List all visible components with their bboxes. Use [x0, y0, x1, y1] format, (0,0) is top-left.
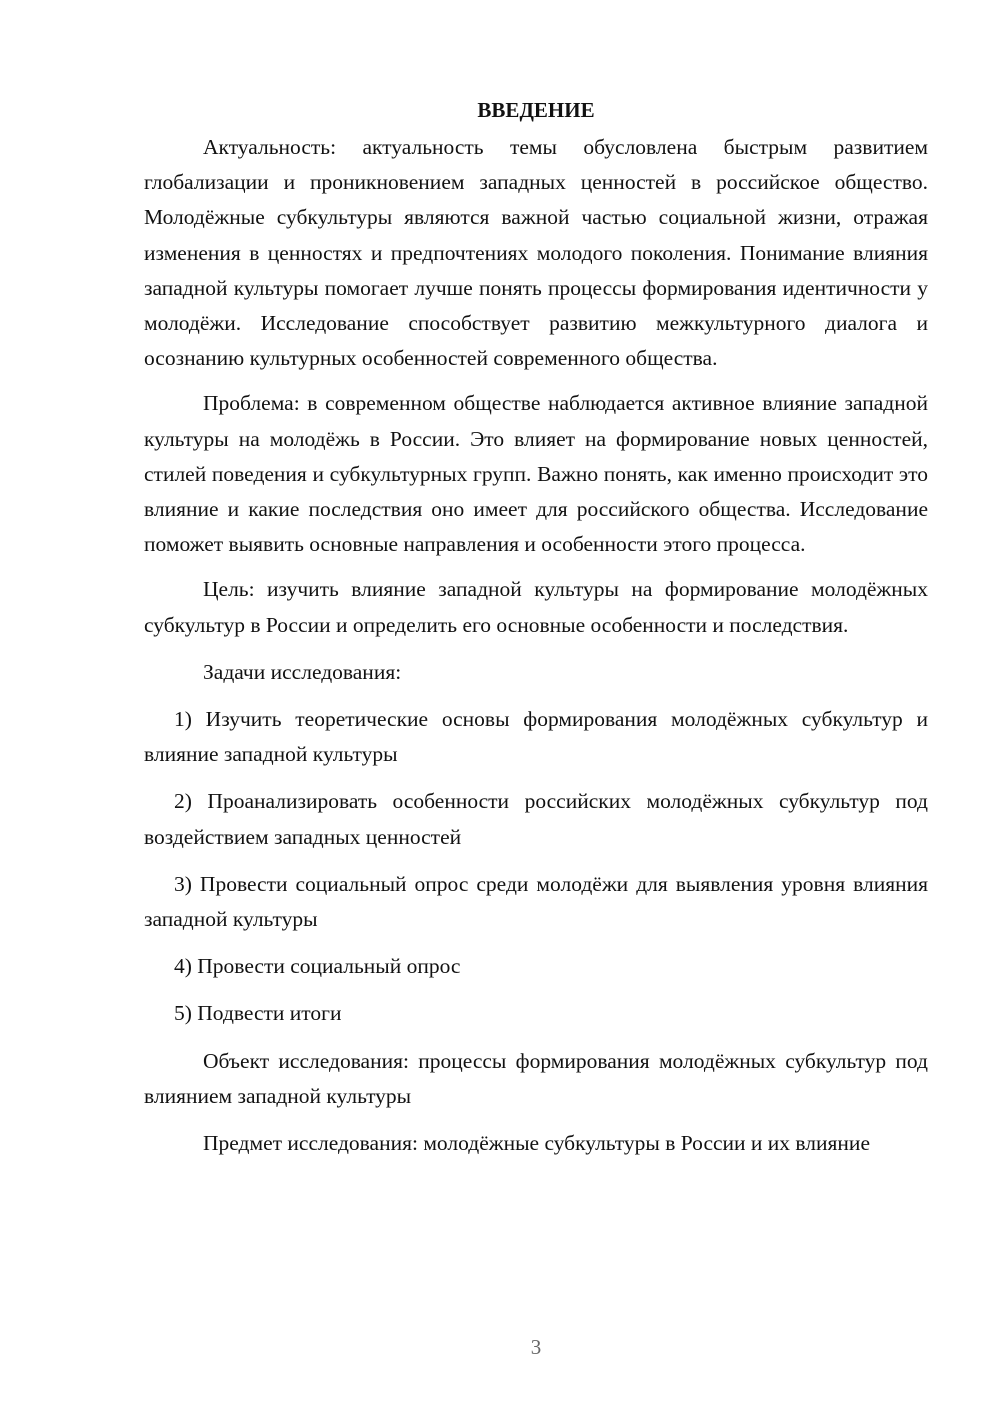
tasks-heading: Задачи исследования: — [203, 659, 402, 684]
list-item-task-2: 2) Проанализировать особенности российских молодёжных субкультур под воздействием западных ценностей — [144, 789, 928, 849]
page-title: ВВЕДЕНИЕ — [477, 98, 595, 122]
list-item-task-1: 1) Изучить теоретические основы формирования молодёжных субкультур и влияние западной культуры — [144, 707, 928, 767]
paragraph-relevance: Актуальность: актуальность темы обусловлена быстрым развитием глобализации и проникновением западных ценностей в российское общество. Молодёжные субкультуры являются важной частью социальной жизни, отражая изменения в ценностях и предпочтениях молодого поколения. Понимание влияния западной культуры помогает лучше понять процессы формирования идентичности у молодёжи. Исследование способствует развитию межкультурного диалога и осознанию культурных особенностей современного общества. — [144, 135, 928, 371]
paragraph-goal: Цель: изучить влияние западной культуры на формирование молодёжных субкультур в России и определить его основные особенности и последствия. — [144, 577, 928, 637]
list-item-task-4: 4) Провести социальный опрос — [174, 954, 461, 979]
page-number: 3 — [530, 1335, 542, 1359]
paragraph-subject: Предмет исследования: молодёжные субкультуры в России и их влияние — [203, 1131, 870, 1156]
list-item-task-5: 5) Подвести итоги — [174, 1001, 342, 1026]
document-body — [144, 92, 928, 1161]
paragraph-problem: Проблема: в современном обществе наблюдается активное влияние западной культуры на молодёжь в России. Это влияет на формирование новых ценностей, стилей поведения и субкультурных групп. Важно понять, как именно происходит это влияние и какие последствия оно имеет для российского общества. Исследование поможет выявить основные направления и особенности этого процесса. — [144, 391, 928, 557]
list-item-task-3: 3) Провести социальный опрос среди молодёжи для выявления уровня влияния западной культуры — [144, 871, 928, 932]
paragraph-object: Объект исследования: процессы формирования молодёжных субкультур под влиянием западной культуры — [144, 1048, 928, 1108]
